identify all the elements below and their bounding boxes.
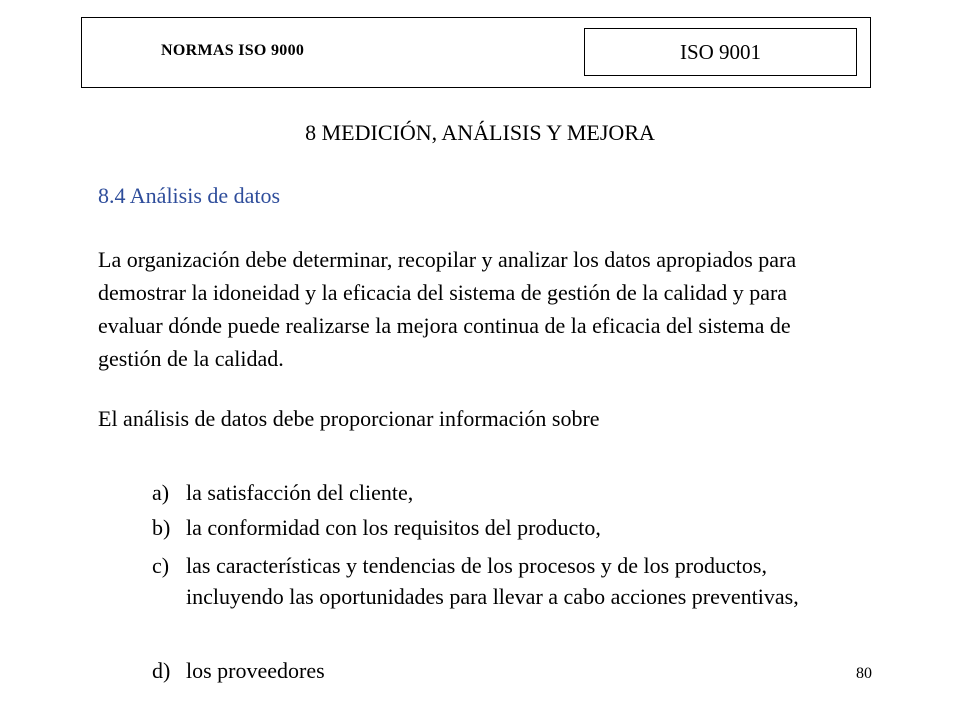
list-text: los proveedores bbox=[186, 658, 325, 683]
list-text: la satisfacción del cliente, bbox=[186, 480, 414, 505]
paragraph-intro: La organización debe determinar, recopilar y analizar los datos apropiados para demostrar la idoneidad y la eficacia del sistema de gestión de la calidad y para evaluar dónde puede realizarse la mejora continua de la eficacia del sistema de gestión de la calidad. bbox=[98, 247, 797, 371]
list-marker: d) bbox=[152, 658, 171, 683]
list-item bbox=[152, 477, 852, 508]
header-document-label: ISO 9001 bbox=[584, 28, 857, 76]
header-standard-label: NORMAS ISO 9000 bbox=[161, 42, 305, 59]
list-item bbox=[152, 550, 852, 612]
list-item bbox=[152, 512, 852, 543]
paragraph-analysis: El análisis de datos debe proporcionar información sobre bbox=[98, 406, 600, 431]
list-marker: c) bbox=[152, 553, 170, 578]
section-title: 8 MEDICIÓN, ANÁLISIS Y MEJORA bbox=[305, 120, 655, 145]
subsection-title: 8.4 Análisis de datos bbox=[98, 183, 281, 208]
list-item bbox=[152, 655, 852, 686]
list-text: la conformidad con los requisitos del producto, bbox=[186, 515, 601, 540]
header-box bbox=[81, 17, 871, 88]
list-marker: a) bbox=[152, 480, 170, 505]
page-number: 80 bbox=[856, 665, 872, 682]
list-text: las características y tendencias de los procesos y de los productos, incluyendo las oportunidades para llevar a cabo acciones preventivas, bbox=[186, 553, 799, 609]
list-marker: b) bbox=[152, 515, 171, 540]
